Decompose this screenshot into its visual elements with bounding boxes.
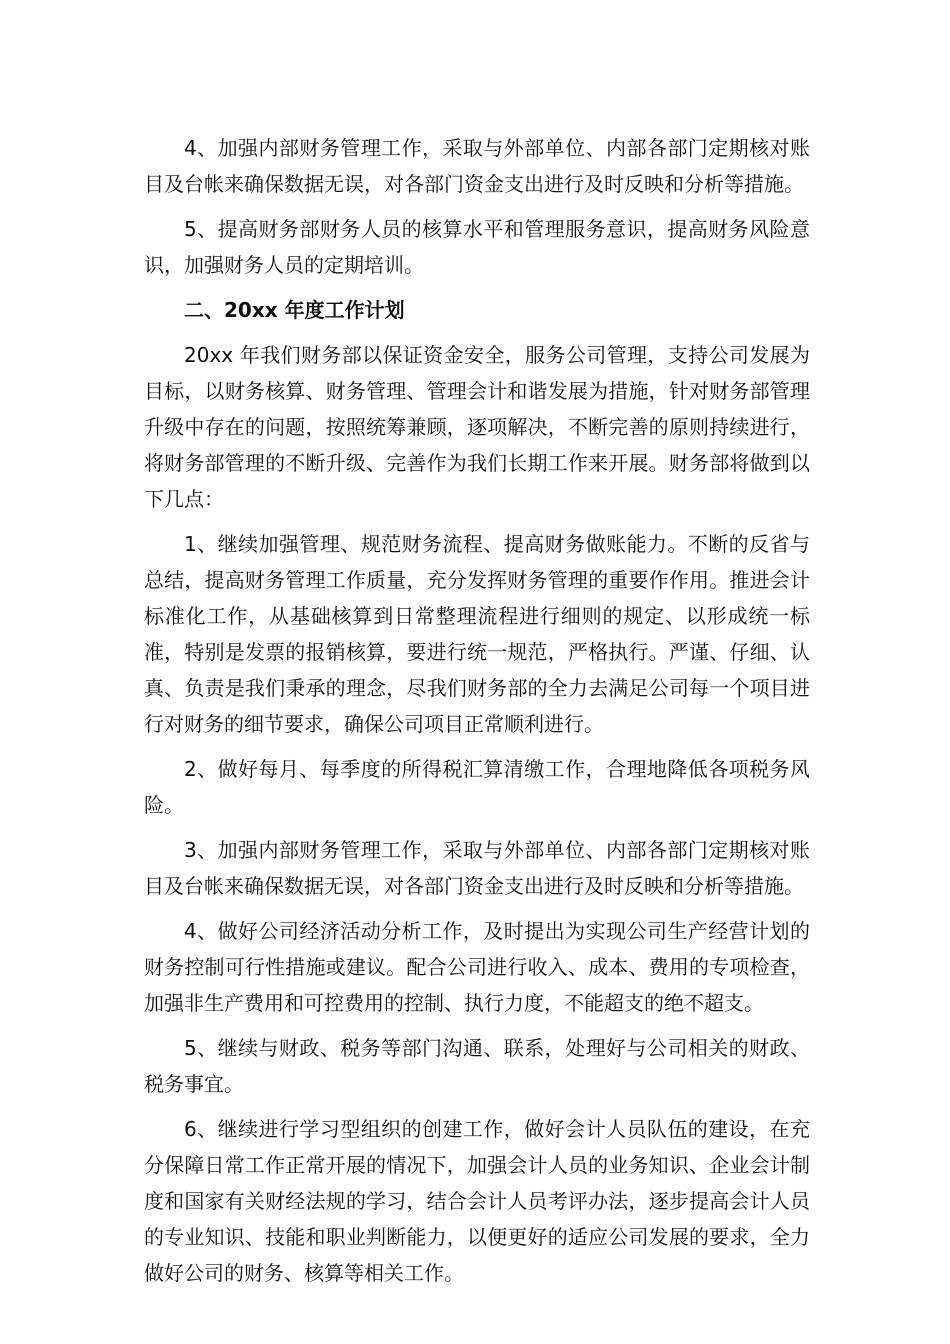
plan-item-1: 1、继续加强管理、规范财务流程、提高财务做账能力。不断的反省与总结，提高财务管理工作质量，充分发挥财务管理的重要作作用。推进会计标准化工作，从基础核算到日常整理流程进行细则的规定、以形成统一标准，特别是发票的报销核算，要进行统一规范，严格执行。严谨、仔细、认真、负责是我们秉承的理念，尽我们财务部的全力去满足公司每一个项目进行对财务的细节要求，确保公司项目正常顺利进行。 <box>144 532 810 736</box>
plan-item-4: 4、做好公司经济活动分析工作，及时提出为实现公司生产经营计划的财务控制可行性措施或建议。配合公司进行收入、成本、费用的专项检查，加强非生产费用和可控费用的控制、执行力度，不能超支的绝不超支。 <box>144 919 810 1015</box>
plan-item-2: 2、做好每月、每季度的所得税汇算清缴工作，合理地降低各项税务风险。 <box>144 757 810 817</box>
document-body <box>144 130 810 1300</box>
intro-paragraph: 20xx 年我们财务部以保证资金安全，服务公司管理，支持公司发展为目标，以财务核算、财务管理、管理会计和谐发展为措施，针对财务部管理升级中存在的问题，按照统筹兼顾，逐项解决，不断完善的原则持续进行，将财务部管理的不断升级、完善作为我们长期工作来开展。财务部将做到以下几点： <box>144 343 810 511</box>
plan-item-6: 6、继续进行学习型组织的创建工作，做好会计人员队伍的建设，在充分保障日常工作正常开展的情况下，加强会计人员的业务知识、企业会计制度和国家有关财经法规的学习，结合会计人员考评办法，逐步提高会计人员的专业知识、技能和职业判断能力，以便更好的适应公司发展的要求，全力做好公司的财务、核算等相关工作。 <box>144 1117 810 1285</box>
paragraph-item-4: 4、加强内部财务管理工作，采取与外部单位、内部各部门定期核对账目及台帐来确保数据无误，对各部门资金支出进行及时反映和分析等措施。 <box>144 136 810 196</box>
plan-item-5: 5、继续与财政、税务等部门沟通、联系，处理好与公司相关的财政、税务事宜。 <box>144 1036 810 1096</box>
paragraph-item-5: 5、提高财务部财务人员的核算水平和管理服务意识，提高财务风险意识，加强财务人员的定期培训。 <box>144 217 810 277</box>
plan-item-3: 3、加强内部财务管理工作，采取与外部单位、内部各部门定期核对账目及台帐来确保数据无误，对各部门资金支出进行及时反映和分析等措施。 <box>144 838 810 898</box>
section-heading: 二、20xx 年度工作计划 <box>184 298 405 322</box>
